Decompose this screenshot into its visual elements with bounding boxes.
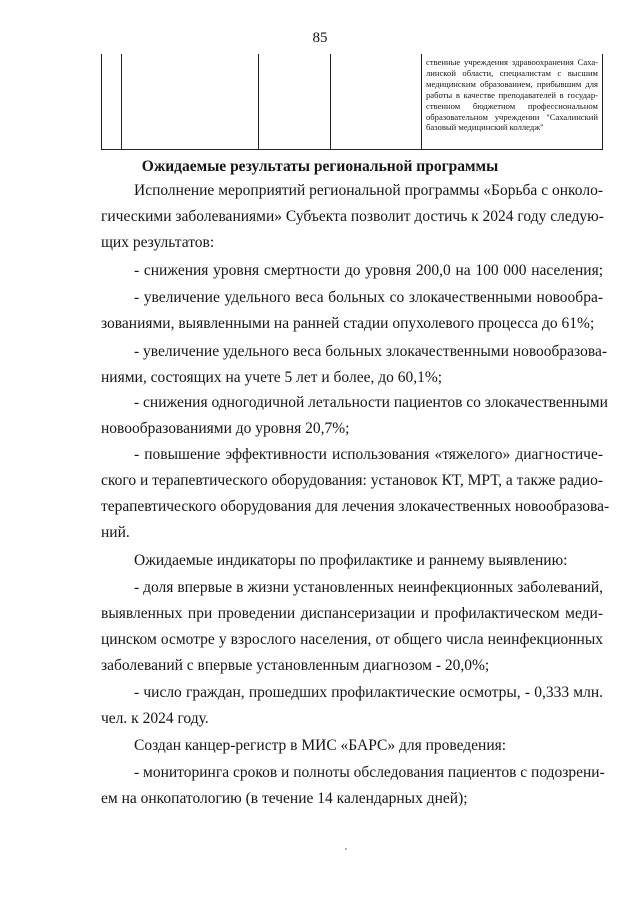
text-line: чел. к 2024 году. [101, 710, 209, 727]
text-line: ний. [101, 524, 130, 541]
table-border-bottom [101, 149, 603, 150]
text-line: зованиями, выявленными на ранней стадии опухолевого процесса до 61%; [101, 315, 595, 332]
text-line: Ожидаемые индикаторы по профилактике и раннему выявлению: [134, 552, 568, 569]
text-line: цинском осмотре у взрослого населения, от общего числа неинфекционных [101, 631, 603, 648]
table-divider-2 [258, 54, 259, 150]
text-line: терапевтического оборудования для лечения злокачественных новообразова- [101, 498, 610, 515]
text-line: - снижения уровня смертности до уровня 200,0 на 100 000 населения; [134, 262, 603, 279]
text-line: - увеличение удельного веса больных злокачественными новообразова- [134, 343, 607, 360]
table-divider-1 [121, 54, 122, 150]
text-line: - число граждан, прошедших профилактические осмотры, - 0,333 млн. [134, 684, 603, 701]
table-divider-4 [421, 54, 422, 150]
text-line: ниями, состоящих на учете 5 лет и более, до 60,1%; [101, 369, 443, 386]
text-line: Исполнение мероприятий региональной программы «Борьба с онколо- [134, 182, 603, 199]
text-line: - увеличение удельного веса больных со злокачественными новообра- [134, 289, 603, 306]
text-line: - повышение эффективности использования «тяжелого» диагностиче- [134, 446, 603, 463]
cell-line: линской области, специалистам с высшим [426, 67, 598, 78]
cell-line: работы в качестве преподавателей в государ- [426, 89, 598, 100]
text-line: гическими заболеваниями» Субъекта позволит достичь к 2024 году следую- [101, 208, 604, 225]
text-line: Создан канцер-регистр в МИС «БАРС» для проведения: [134, 737, 507, 754]
table-divider-3 [330, 54, 331, 150]
cell-line: ственном бюджетном профессиональном [426, 100, 598, 111]
cell-line: образовательном учреждении "Сахалинский [426, 111, 598, 122]
scan-speck [345, 848, 347, 850]
cell-line: ственные учреждения здравоохранения Саха- [426, 57, 598, 67]
page-number: 85 [312, 30, 328, 46]
text-line: щих результатов: [101, 234, 215, 251]
text-line: новообразованиями до уровня 20,7%; [101, 420, 350, 437]
text-line: - доля впервые в жизни установленных неинфекционных заболеваний, [134, 579, 603, 596]
cell-line: базовый медицинский колледж" [426, 122, 544, 133]
text-line: ем на онкопатологию (в течение 14 календарных дней); [101, 790, 468, 807]
section-heading: Ожидаемые результаты региональной программы [141, 158, 499, 175]
text-line: заболеваний с впервые установленным диагнозом - 20,0%; [101, 657, 490, 674]
cell-line: медицинским образованием, прибывшим для [426, 78, 598, 89]
table-border-left [101, 54, 102, 150]
text-line: - мониторинга сроков и полноты обследования пациентов с подозрени- [134, 764, 605, 781]
text-line: ского и терапевтического оборудования: установок КТ, МРТ, а также радио- [101, 472, 603, 489]
text-line: выявленных при проведении диспансеризации и профилактическом меди- [101, 605, 603, 622]
table-border-right [602, 54, 603, 150]
table-cell-text [426, 57, 598, 133]
text-line: - снижения одногодичной летальности пациентов со злокачественными [134, 394, 608, 411]
